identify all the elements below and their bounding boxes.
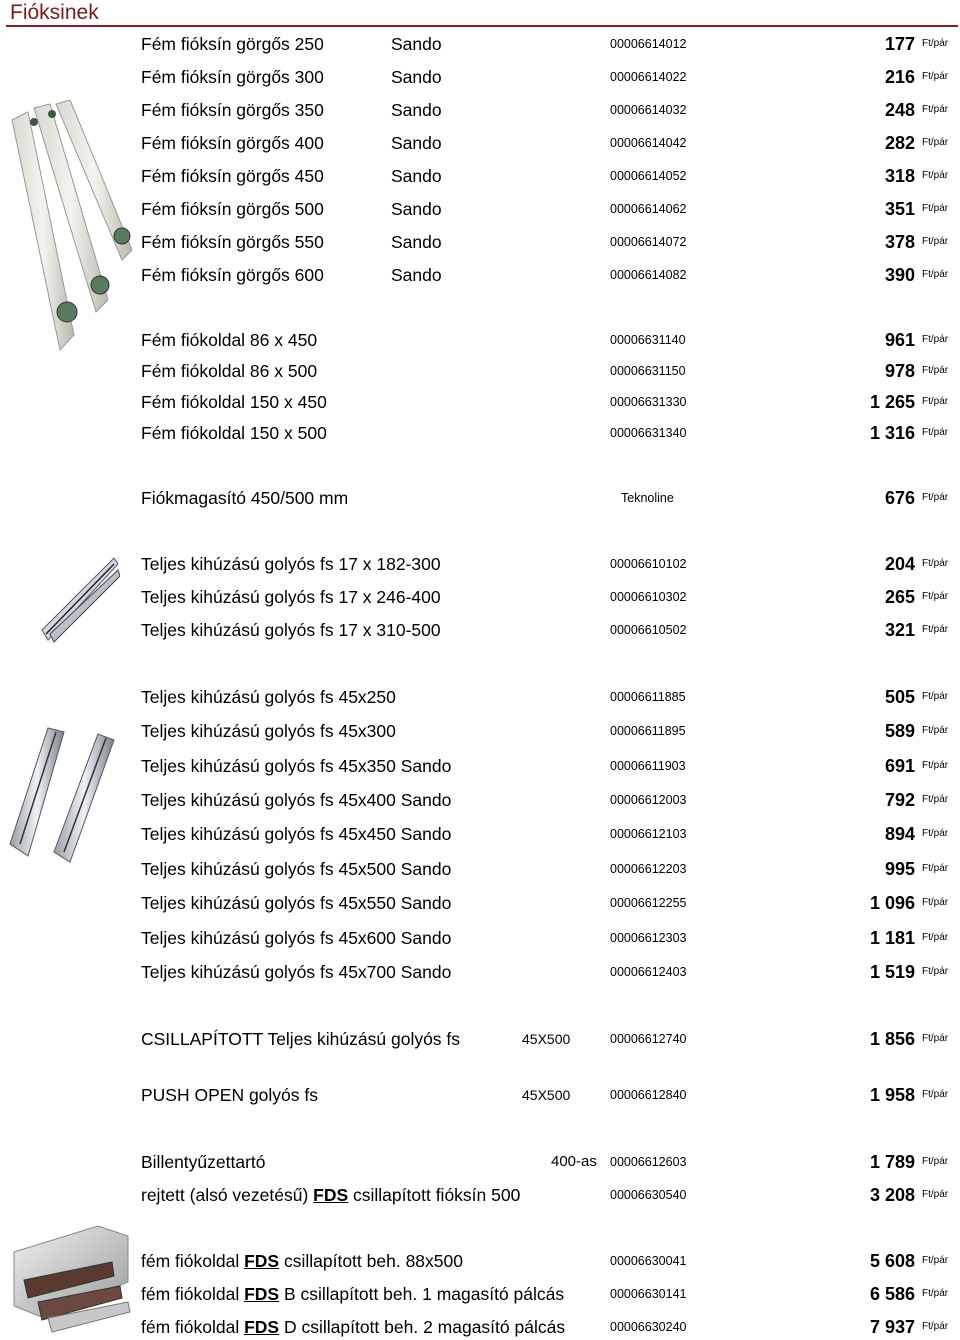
product-name: Teljes kihúzású golyós fs 45x600 Sando <box>141 928 452 948</box>
price-unit: Ft/pár <box>922 492 949 503</box>
product-code: 00006610302 <box>610 590 687 604</box>
product-row <box>0 485 960 511</box>
product-code: 00006614052 <box>610 169 687 183</box>
price-unit: Ft/pár <box>922 932 949 943</box>
page-title: Fióksinek <box>10 1 99 24</box>
price-unit: Ft/pár <box>922 863 949 874</box>
product-code: 00006612403 <box>610 965 687 979</box>
product-price: 5 608 <box>869 1251 915 1271</box>
product-row <box>0 130 960 156</box>
product-price: 204 <box>884 554 915 574</box>
product-name: Teljes kihúzású golyós fs 45x550 Sando <box>141 893 452 913</box>
price-unit: Ft/pár <box>922 624 949 635</box>
price-unit: Ft/pár <box>922 38 949 49</box>
product-row <box>0 787 960 813</box>
product-price: 3 208 <box>869 1185 915 1205</box>
product-name: Teljes kihúzású golyós fs 45x300 <box>141 721 396 741</box>
product-code: 00006611903 <box>610 759 686 773</box>
product-price: 1 519 <box>869 962 915 982</box>
product-row <box>0 229 960 255</box>
product-row <box>0 64 960 90</box>
product-code: 00006612303 <box>610 931 687 945</box>
price-unit: Ft/pár <box>922 591 949 602</box>
product-price: 1 958 <box>869 1085 915 1105</box>
product-name: Teljes kihúzású golyós fs 45x250 <box>141 687 396 707</box>
product-name: Fém fióksín görgős 300 <box>141 67 324 87</box>
price-unit: Ft/pár <box>922 1189 949 1200</box>
product-code: 00006612740 <box>610 1032 687 1046</box>
product-price: 1 265 <box>869 392 915 412</box>
product-name: CSILLAPÍTOTT Teljes kihúzású golyós fs <box>141 1029 461 1049</box>
product-code: 00006631330 <box>610 395 687 409</box>
product-price: 792 <box>884 790 915 810</box>
product-price: 7 937 <box>869 1317 915 1337</box>
product-name: Fém fióksín görgős 500 <box>141 199 324 219</box>
product-row <box>0 1026 960 1052</box>
name-suffix: csillapított beh. 88x500 <box>279 1251 463 1271</box>
product-row <box>0 1248 960 1274</box>
product-brand: Sando <box>391 100 442 120</box>
product-code: 00006611895 <box>610 724 686 738</box>
product-brand: Sando <box>391 166 442 186</box>
price-unit: Ft/pár <box>922 1033 949 1044</box>
product-price: 265 <box>884 587 915 607</box>
product-code: 00006614042 <box>610 136 687 150</box>
product-row <box>0 1314 960 1340</box>
product-price: 1 181 <box>869 928 915 948</box>
product-row <box>0 551 960 577</box>
product-name: Fiókmagasító 450/500 mm <box>141 488 349 508</box>
product-code: 00006614022 <box>610 70 687 84</box>
product-price: 6 586 <box>869 1284 915 1304</box>
product-code: 00006631340 <box>610 426 687 440</box>
price-unit: Ft/pár <box>922 725 949 736</box>
price-unit: Ft/pár <box>922 1255 949 1266</box>
product-name: Fém fiókoldal 86 x 450 <box>141 330 318 350</box>
product-code: 00006614032 <box>610 103 687 117</box>
product-row <box>0 584 960 610</box>
product-code: 00006612840 <box>610 1088 687 1102</box>
product-name: Teljes kihúzású golyós fs 45x700 Sando <box>141 962 452 982</box>
product-row <box>0 327 960 353</box>
product-row <box>0 97 960 123</box>
product-name: Fém fióksín görgős 600 <box>141 265 324 285</box>
product-row <box>0 196 960 222</box>
product-code: 00006630240 <box>610 1320 687 1334</box>
product-price: 321 <box>884 620 915 640</box>
product-row <box>0 1149 960 1175</box>
product-row <box>0 890 960 916</box>
product-price: 676 <box>884 488 915 508</box>
product-price: 1 096 <box>869 893 915 913</box>
product-price: 961 <box>884 330 915 350</box>
product-name <box>141 1281 564 1307</box>
product-code: 00006612255 <box>610 896 687 910</box>
product-code: 00006612003 <box>610 793 687 807</box>
product-brand: Sando <box>391 133 442 153</box>
product-name: Teljes kihúzású golyós fs 45x500 Sando <box>141 859 452 879</box>
product-name: Teljes kihúzású golyós fs 45x450 Sando <box>141 824 452 844</box>
product-size: 45X500 <box>522 1031 571 1047</box>
product-price: 1 316 <box>869 423 915 443</box>
product-price: 691 <box>884 756 915 776</box>
product-price: 505 <box>884 687 915 707</box>
product-brand: Teknoline <box>621 491 674 505</box>
product-row <box>0 856 960 882</box>
product-name: Fém fiókoldal 86 x 500 <box>141 361 318 381</box>
product-name: Fém fiókoldal 150 x 500 <box>141 423 327 443</box>
product-name <box>141 1314 565 1340</box>
product-name: Teljes kihúzású golyós fs 17 x 310-500 <box>141 620 441 640</box>
product-name: Teljes kihúzású golyós fs 17 x 182-300 <box>141 554 441 574</box>
product-price: 378 <box>884 232 915 252</box>
price-unit: Ft/pár <box>922 137 949 148</box>
product-brand: Sando <box>391 265 442 285</box>
product-name: Fém fióksín görgős 250 <box>141 34 324 54</box>
header-divider <box>6 25 958 27</box>
price-unit: Ft/pár <box>922 1321 949 1332</box>
product-code: 00006612103 <box>610 827 687 841</box>
product-name: Billentyűzettartó <box>141 1152 266 1172</box>
product-name: Fém fióksín görgős 550 <box>141 232 324 252</box>
price-unit: Ft/pár <box>922 897 949 908</box>
product-row <box>0 821 960 847</box>
product-name: PUSH OPEN golyós fs <box>141 1085 318 1105</box>
product-code: 00006630141 <box>610 1287 687 1301</box>
product-name: Fém fióksín görgős 400 <box>141 133 324 153</box>
product-name: Teljes kihúzású golyós fs 45x350 Sando <box>141 756 452 776</box>
product-price: 1 789 <box>869 1152 915 1172</box>
price-unit: Ft/pár <box>922 794 949 805</box>
product-code: 00006612603 <box>610 1155 687 1169</box>
product-size: 45X500 <box>522 1087 571 1103</box>
product-name: Fém fiókoldal 150 x 450 <box>141 392 327 412</box>
product-code: 00006610502 <box>610 623 687 637</box>
name-prefix: fém fiókoldal <box>141 1284 245 1304</box>
fds-brand-mark: FDS <box>244 1317 280 1337</box>
price-unit: Ft/pár <box>922 71 949 82</box>
fds-brand-mark: FDS <box>244 1251 280 1271</box>
product-price: 248 <box>884 100 915 120</box>
product-price: 894 <box>884 824 915 844</box>
name-suffix: D csillapított beh. 2 magasító pálcás <box>279 1317 566 1337</box>
product-code: 00006614012 <box>610 37 687 51</box>
product-row <box>0 1082 960 1108</box>
price-unit: Ft/pár <box>922 1089 949 1100</box>
price-unit: Ft/pár <box>922 558 949 569</box>
product-brand: Sando <box>391 232 442 252</box>
product-code: 00006610102 <box>610 557 687 571</box>
product-price: 1 856 <box>869 1029 915 1049</box>
price-unit: Ft/pár <box>922 203 949 214</box>
price-unit: Ft/pár <box>922 269 949 280</box>
price-unit: Ft/pár <box>922 1156 949 1167</box>
product-price: 351 <box>884 199 915 219</box>
product-code: 00006614062 <box>610 202 687 216</box>
name-suffix: csillapított fióksín 500 <box>348 1185 521 1205</box>
product-row <box>0 163 960 189</box>
product-price: 390 <box>884 265 915 285</box>
product-row <box>0 31 960 57</box>
product-row <box>0 617 960 643</box>
product-row <box>0 262 960 288</box>
product-row <box>0 718 960 744</box>
product-code: 00006612203 <box>610 862 687 876</box>
product-code: 00006631150 <box>610 364 686 378</box>
product-price: 177 <box>884 34 915 54</box>
fds-brand-mark: FDS <box>244 1284 280 1304</box>
price-unit: Ft/pár <box>922 396 949 407</box>
price-unit: Ft/pár <box>922 1288 949 1299</box>
price-unit: Ft/pár <box>922 828 949 839</box>
price-unit: Ft/pár <box>922 236 949 247</box>
product-brand: Sando <box>391 34 442 54</box>
product-brand: Sando <box>391 199 442 219</box>
price-unit: Ft/pár <box>922 760 949 771</box>
product-price: 978 <box>884 361 915 381</box>
name-prefix: fém fiókoldal <box>141 1317 245 1337</box>
price-unit: Ft/pár <box>922 170 949 181</box>
product-row <box>0 358 960 384</box>
product-price: 318 <box>884 166 915 186</box>
price-unit: Ft/pár <box>922 334 949 345</box>
product-row <box>0 753 960 779</box>
product-price: 995 <box>884 859 915 879</box>
product-size: 400-as <box>551 1153 597 1170</box>
product-name: Teljes kihúzású golyós fs 17 x 246-400 <box>141 587 441 607</box>
price-unit: Ft/pár <box>922 966 949 977</box>
product-price: 589 <box>884 721 915 741</box>
product-price: 216 <box>884 67 915 87</box>
price-unit: Ft/pár <box>922 691 949 702</box>
product-code: 00006630041 <box>610 1254 687 1268</box>
product-row <box>0 1182 960 1208</box>
product-name: Fém fióksín görgős 450 <box>141 166 324 186</box>
product-code: 00006630540 <box>610 1188 687 1202</box>
product-brand: Sando <box>391 67 442 87</box>
page-header <box>0 0 960 26</box>
product-price: 282 <box>884 133 915 153</box>
price-unit: Ft/pár <box>922 427 949 438</box>
name-suffix: B csillapított beh. 1 magasító pálcás <box>279 1284 565 1304</box>
name-prefix: rejtett (alsó vezetésű) <box>141 1185 314 1205</box>
product-code: 00006631140 <box>610 333 686 347</box>
name-prefix: fém fiókoldal <box>141 1251 245 1271</box>
product-row <box>0 389 960 415</box>
product-name: Fém fióksín görgős 350 <box>141 100 324 120</box>
product-row <box>0 1281 960 1307</box>
product-row <box>0 420 960 446</box>
product-row <box>0 684 960 710</box>
product-code: 00006611885 <box>610 690 686 704</box>
product-row <box>0 959 960 985</box>
product-code: 00006614072 <box>610 235 687 249</box>
price-unit: Ft/pár <box>922 104 949 115</box>
product-name <box>141 1182 520 1208</box>
product-name: Teljes kihúzású golyós fs 45x400 Sando <box>141 790 452 810</box>
price-unit: Ft/pár <box>922 365 949 376</box>
product-row <box>0 925 960 951</box>
fds-brand-mark: FDS <box>313 1185 349 1205</box>
product-code: 00006614082 <box>610 268 687 282</box>
product-name <box>141 1248 463 1274</box>
